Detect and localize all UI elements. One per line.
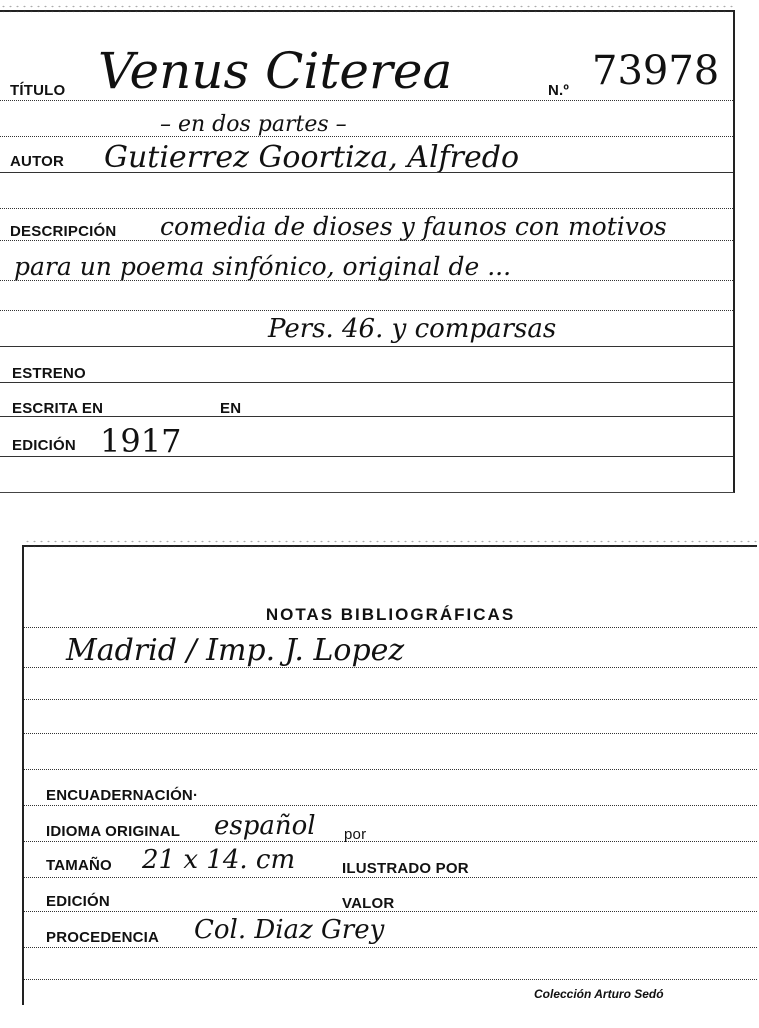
- autor-label: AUTOR: [10, 153, 65, 170]
- tamano-label: TAMAÑO: [46, 857, 112, 874]
- descripcion-label: DESCRIPCIÓN: [10, 223, 117, 240]
- rule: [0, 240, 733, 241]
- estreno-label: ESTRENO: [12, 365, 86, 382]
- procedencia-label: PROCEDENCIA: [46, 929, 160, 946]
- subtitulo-value: – en dos partes –: [160, 112, 347, 137]
- card-edge-speckle: [0, 4, 733, 14]
- rule: [24, 699, 757, 700]
- edicion-value: 1917: [100, 422, 182, 460]
- rule: [0, 136, 733, 137]
- tamano-value: 21 x 14. cm: [142, 845, 296, 875]
- rule: [0, 346, 733, 347]
- idioma-value: español: [214, 811, 316, 841]
- procedencia-value: Col. Diaz Grey: [194, 915, 385, 945]
- numero-label: N.º: [548, 82, 570, 99]
- rule: [24, 841, 757, 842]
- autor-value: Gutierrez Goortiza, Alfredo: [104, 140, 520, 175]
- valor-label: VALOR: [342, 895, 395, 912]
- rule: [0, 100, 733, 101]
- catalog-card-top: [0, 10, 735, 493]
- descripcion-line-1: comedia de dioses y faunos con motivos: [160, 212, 667, 241]
- rule: [24, 947, 757, 948]
- collection-credit: Colección Arturo Sedó: [534, 987, 664, 1001]
- rule: [0, 208, 733, 209]
- numero-value: 73978: [592, 48, 720, 94]
- edicion-bottom-label: EDICIÓN: [46, 893, 110, 910]
- rule: [0, 172, 733, 173]
- rule: [0, 310, 733, 311]
- rule: [24, 979, 757, 980]
- rule: [24, 667, 757, 668]
- titulo-label: TÍTULO: [10, 82, 66, 99]
- personajes-value: Pers. 46. y comparsas: [268, 314, 557, 344]
- notas-value: Madrid / Imp. J. Lopez: [66, 633, 405, 668]
- rule: [24, 911, 757, 912]
- rule: [0, 416, 733, 417]
- catalog-card-bottom: [22, 545, 757, 1005]
- notas-heading: NOTAS BIBLIOGRÁFICAS: [265, 605, 516, 624]
- edicion-label: EDICIÓN: [12, 437, 76, 454]
- en-label: EN: [220, 400, 242, 417]
- card-edge-speckle: [24, 539, 757, 549]
- descripcion-line-2: para un poema sinfónico, original de ...: [14, 252, 512, 281]
- rule: [24, 877, 757, 878]
- ilustrado-label: ILUSTRADO POR: [342, 860, 469, 877]
- titulo-value: Venus Citerea: [98, 42, 453, 100]
- rule: [24, 627, 757, 628]
- rule: [0, 382, 733, 383]
- escrita-en-label: ESCRITA EN: [12, 400, 104, 417]
- encuadernacion-label: ENCUADERNACIÓN·: [46, 787, 199, 804]
- rule: [24, 769, 757, 770]
- rule: [0, 280, 733, 281]
- rule: [24, 733, 757, 734]
- idioma-label: IDIOMA ORIGINAL: [46, 823, 181, 840]
- rule: [24, 805, 757, 806]
- rule: [0, 456, 733, 457]
- por-label: por: [344, 826, 367, 843]
